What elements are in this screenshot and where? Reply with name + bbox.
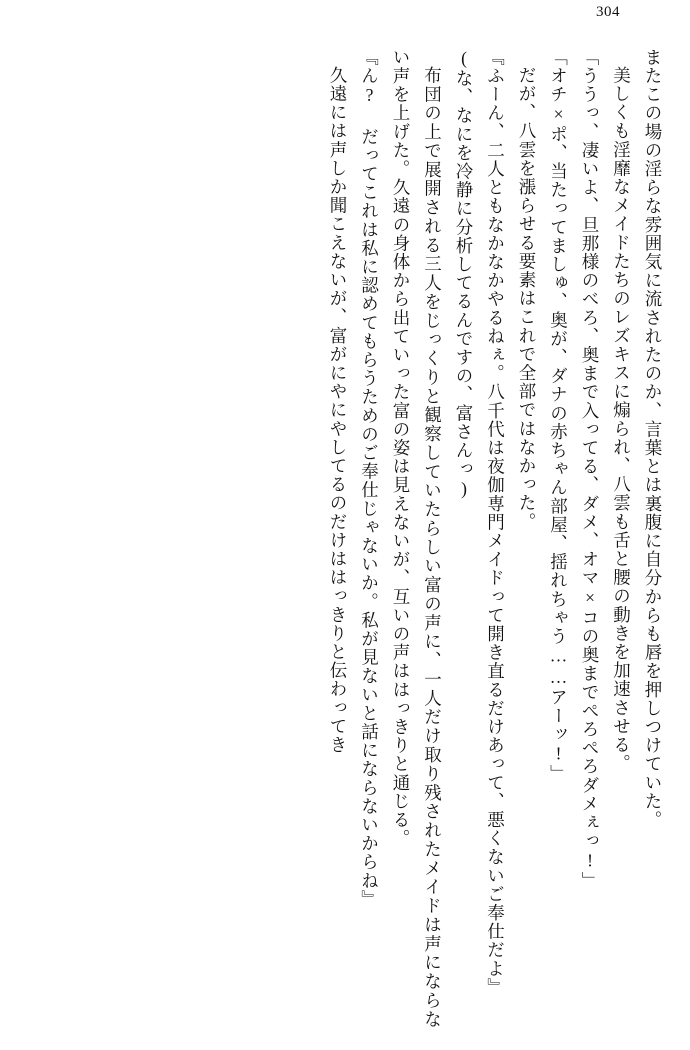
- paragraph: 「オチ×ポ、当たってましゅ、奥が、ダナの赤ちゃん部屋、揺れちゃう……アーッ!」: [548, 48, 569, 784]
- paragraph: またこの場の淫らな雰囲気に流されたのか、言葉とは裏腹に自分からも唇を押しつけていた。: [643, 48, 663, 830]
- paragraph: だが、八雲を漲らせる要素はこれで全部ではなかった。: [517, 65, 537, 531]
- paragraph: 美しくも淫靡なメイドたちのレズキスに煽られ、八雲も舌と腰の動きを加速させる。: [611, 65, 632, 773]
- paragraph: 『ん? だってこれは私に認めてもらうためのご奉仕じゃないか。私が見ないと話にならないからね』: [359, 48, 380, 909]
- paragraph: 布団の上で展開される三人をじっくりと観察していたらしい富の声に、一人だけ取り残されたメイドは声にならない声を上げた。久遠の身体から出ていった富の姿は見えないが、互いの声ははっきりと通じる。: [391, 48, 443, 1028]
- paragraph: 久遠には声しか聞こえないが、富がにやにやしてるのだけははっきりと伝わってき: [328, 65, 348, 754]
- paragraph: (な、なにを冷静に分析してるんですの、富さんっ): [454, 48, 474, 500]
- page-body-text: [22, 48, 668, 1028]
- paragraph: 「ううっ、凄いよ、旦那様のべろ、奥まで入ってる、ダメ、オマ×コの奥までぺろぺろダメぇっ!」: [580, 48, 600, 890]
- paragraph: 『ふーん、二人ともなかなかやるねぇ。八千代は夜伽専門メイドって開き直るだけあって、悪くないご奉仕だよ』: [485, 48, 506, 997]
- page-number: 304: [596, 4, 620, 20]
